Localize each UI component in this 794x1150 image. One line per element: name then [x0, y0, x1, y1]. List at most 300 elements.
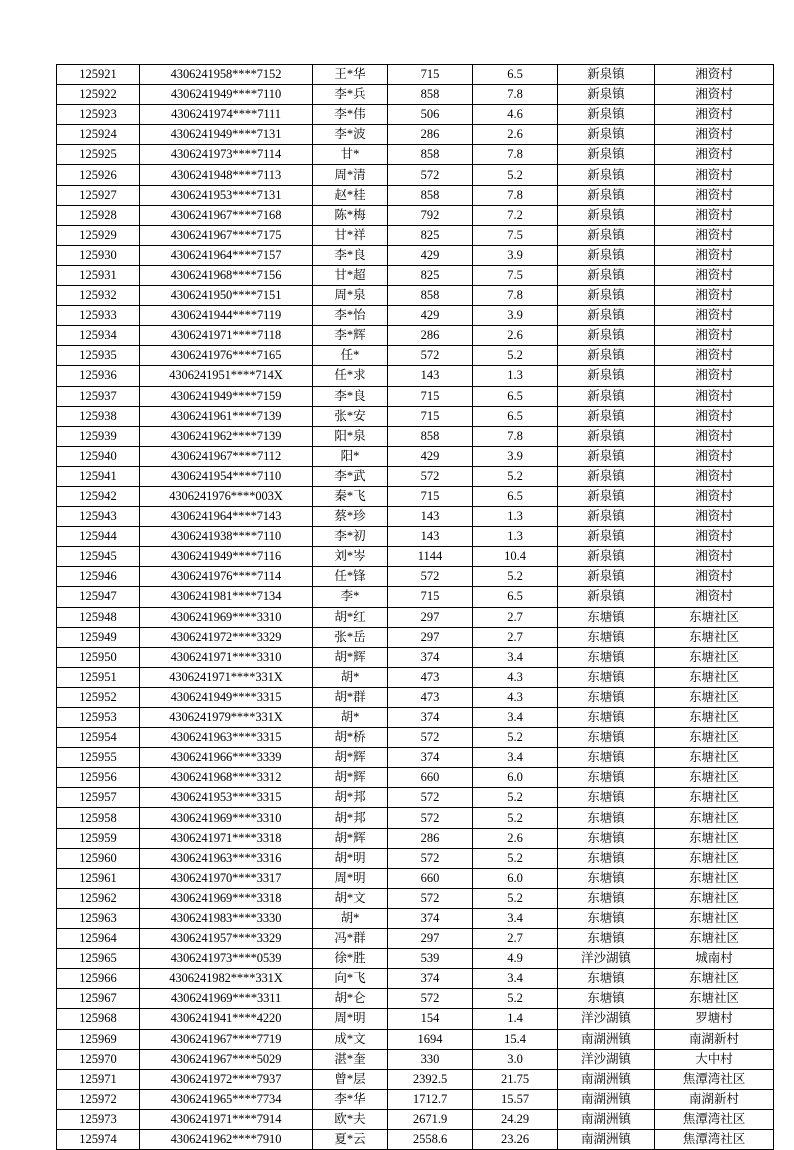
cell-id: 4306241949****7131: [140, 125, 313, 145]
table-row: [57, 1009, 774, 1029]
cell-amount: 572: [388, 728, 473, 748]
cell-village: 湘资村: [655, 85, 774, 105]
cell-village: 东塘社区: [655, 989, 774, 1009]
cell-amount: 715: [388, 406, 473, 426]
cell-name: 刘*岑: [313, 547, 388, 567]
cell-town: 南湖洲镇: [558, 1069, 655, 1089]
cell-village: 湘资村: [655, 65, 774, 85]
cell-village: 湘资村: [655, 346, 774, 366]
cell-seq: 125924: [57, 125, 140, 145]
cell-seq: 125967: [57, 989, 140, 1009]
cell-town: 新泉镇: [558, 85, 655, 105]
cell-id: 4306241981****7134: [140, 587, 313, 607]
cell-seq: 125928: [57, 205, 140, 225]
cell-area: 7.8: [473, 185, 558, 205]
table-row: [57, 426, 774, 446]
table-row: [57, 185, 774, 205]
cell-amount: 429: [388, 446, 473, 466]
cell-village: 东塘社区: [655, 708, 774, 728]
cell-village: 东塘社区: [655, 888, 774, 908]
cell-area: 3.4: [473, 748, 558, 768]
table-row: [57, 969, 774, 989]
cell-name: 李*武: [313, 466, 388, 486]
table-row: [57, 647, 774, 667]
cell-amount: 374: [388, 647, 473, 667]
cell-village: 湘资村: [655, 426, 774, 446]
cell-area: 2.7: [473, 607, 558, 627]
cell-name: 李*华: [313, 1089, 388, 1109]
cell-amount: 2392.5: [388, 1069, 473, 1089]
cell-seq: 125950: [57, 647, 140, 667]
cell-area: 5.2: [473, 346, 558, 366]
cell-name: 胡*: [313, 708, 388, 728]
cell-name: 夏*云: [313, 1129, 388, 1149]
cell-amount: 374: [388, 908, 473, 928]
cell-seq: 125948: [57, 607, 140, 627]
cell-id: 4306241967****5029: [140, 1049, 313, 1069]
table-row: [57, 888, 774, 908]
cell-area: 1.3: [473, 366, 558, 386]
cell-amount: 572: [388, 567, 473, 587]
table-row: [57, 1029, 774, 1049]
cell-id: 4306241961****7139: [140, 406, 313, 426]
cell-seq: 125923: [57, 105, 140, 125]
cell-seq: 125921: [57, 65, 140, 85]
cell-seq: 125962: [57, 888, 140, 908]
cell-name: 周*泉: [313, 286, 388, 306]
cell-name: 任*锋: [313, 567, 388, 587]
cell-seq: 125922: [57, 85, 140, 105]
cell-name: 欧*夫: [313, 1109, 388, 1129]
cell-village: 湘资村: [655, 527, 774, 547]
cell-area: 6.0: [473, 768, 558, 788]
cell-village: 湘资村: [655, 567, 774, 587]
cell-area: 4.6: [473, 105, 558, 125]
cell-village: 湘资村: [655, 587, 774, 607]
cell-id: 4306241944****7119: [140, 306, 313, 326]
table-row: [57, 547, 774, 567]
cell-amount: 572: [388, 466, 473, 486]
cell-amount: 715: [388, 386, 473, 406]
cell-village: 东塘社区: [655, 828, 774, 848]
table-row: [57, 728, 774, 748]
cell-id: 4306241951****714X: [140, 366, 313, 386]
cell-seq: 125952: [57, 687, 140, 707]
cell-id: 4306241968****7156: [140, 265, 313, 285]
cell-amount: 539: [388, 949, 473, 969]
cell-town: 东塘镇: [558, 989, 655, 1009]
cell-seq: 125936: [57, 366, 140, 386]
cell-village: 东塘社区: [655, 667, 774, 687]
cell-name: 张*安: [313, 406, 388, 426]
cell-area: 2.7: [473, 929, 558, 949]
cell-area: 3.9: [473, 306, 558, 326]
cell-seq: 125965: [57, 949, 140, 969]
cell-name: 周*明: [313, 868, 388, 888]
cell-id: 4306241969****3310: [140, 607, 313, 627]
cell-village: 城南村: [655, 949, 774, 969]
table-row: [57, 808, 774, 828]
cell-town: 东塘镇: [558, 728, 655, 748]
cell-id: 4306241967****7168: [140, 205, 313, 225]
cell-id: 4306241973****7114: [140, 145, 313, 165]
cell-amount: 374: [388, 748, 473, 768]
table-row: [57, 346, 774, 366]
cell-id: 4306241941****4220: [140, 1009, 313, 1029]
cell-seq: 125960: [57, 848, 140, 868]
table-row: [57, 486, 774, 506]
cell-town: 东塘镇: [558, 708, 655, 728]
cell-seq: 125930: [57, 245, 140, 265]
table-row: [57, 65, 774, 85]
cell-seq: 125938: [57, 406, 140, 426]
cell-id: 4306241972****3329: [140, 627, 313, 647]
cell-name: 李*良: [313, 386, 388, 406]
cell-village: 东塘社区: [655, 848, 774, 868]
cell-town: 东塘镇: [558, 929, 655, 949]
cell-village: 湘资村: [655, 245, 774, 265]
cell-village: 湘资村: [655, 386, 774, 406]
cell-id: 4306241950****7151: [140, 286, 313, 306]
cell-town: 洋沙湖镇: [558, 1009, 655, 1029]
cell-amount: 429: [388, 245, 473, 265]
cell-name: 徐*胜: [313, 949, 388, 969]
cell-area: 4.3: [473, 667, 558, 687]
cell-town: 南湖洲镇: [558, 1029, 655, 1049]
cell-village: 湘资村: [655, 286, 774, 306]
cell-seq: 125947: [57, 587, 140, 607]
cell-amount: 572: [388, 888, 473, 908]
cell-village: 湘资村: [655, 406, 774, 426]
cell-town: 洋沙湖镇: [558, 949, 655, 969]
table-row: [57, 406, 774, 426]
cell-amount: 297: [388, 929, 473, 949]
cell-seq: 125946: [57, 567, 140, 587]
cell-seq: 125939: [57, 426, 140, 446]
cell-town: 东塘镇: [558, 667, 655, 687]
cell-town: 新泉镇: [558, 125, 655, 145]
cell-town: 南湖洲镇: [558, 1129, 655, 1149]
cell-area: 15.4: [473, 1029, 558, 1049]
cell-area: 7.8: [473, 85, 558, 105]
cell-name: 李*波: [313, 125, 388, 145]
cell-town: 东塘镇: [558, 848, 655, 868]
cell-amount: 2671.9: [388, 1109, 473, 1129]
table-row: [57, 908, 774, 928]
cell-amount: 473: [388, 687, 473, 707]
table-row: [57, 145, 774, 165]
cell-id: 4306241962****7910: [140, 1129, 313, 1149]
cell-id: 4306241979****331X: [140, 708, 313, 728]
cell-amount: 858: [388, 85, 473, 105]
table-row: [57, 768, 774, 788]
cell-village: 湘资村: [655, 326, 774, 346]
cell-id: 4306241963****3316: [140, 848, 313, 868]
cell-town: 东塘镇: [558, 627, 655, 647]
cell-town: 新泉镇: [558, 185, 655, 205]
cell-amount: 1712.7: [388, 1089, 473, 1109]
table-row: [57, 326, 774, 346]
cell-amount: 143: [388, 507, 473, 527]
cell-area: 3.4: [473, 647, 558, 667]
cell-area: 6.0: [473, 868, 558, 888]
cell-town: 新泉镇: [558, 326, 655, 346]
cell-town: 东塘镇: [558, 647, 655, 667]
cell-id: 4306241958****7152: [140, 65, 313, 85]
cell-seq: 125927: [57, 185, 140, 205]
cell-name: 周*明: [313, 1009, 388, 1029]
cell-id: 4306241982****331X: [140, 969, 313, 989]
table-row: [57, 989, 774, 1009]
cell-area: 7.5: [473, 225, 558, 245]
cell-amount: 858: [388, 145, 473, 165]
cell-name: 李*良: [313, 245, 388, 265]
cell-name: 秦*飞: [313, 486, 388, 506]
cell-town: 东塘镇: [558, 808, 655, 828]
cell-id: 4306241953****3315: [140, 788, 313, 808]
cell-area: 5.2: [473, 989, 558, 1009]
cell-village: 湘资村: [655, 185, 774, 205]
cell-area: 5.2: [473, 728, 558, 748]
cell-town: 新泉镇: [558, 587, 655, 607]
cell-amount: 572: [388, 989, 473, 1009]
cell-id: 4306241969****3311: [140, 989, 313, 1009]
cell-id: 4306241972****7937: [140, 1069, 313, 1089]
table-row: [57, 1049, 774, 1069]
cell-town: 新泉镇: [558, 386, 655, 406]
table-row: [57, 687, 774, 707]
cell-id: 4306241948****7113: [140, 165, 313, 185]
cell-seq: 125964: [57, 929, 140, 949]
table-row: [57, 466, 774, 486]
cell-amount: 572: [388, 848, 473, 868]
cell-area: 23.26: [473, 1129, 558, 1149]
table-row: [57, 828, 774, 848]
cell-seq: 125937: [57, 386, 140, 406]
cell-amount: 660: [388, 768, 473, 788]
cell-area: 3.4: [473, 708, 558, 728]
cell-amount: 858: [388, 426, 473, 446]
cell-id: 4306241983****3330: [140, 908, 313, 928]
table-row: [57, 949, 774, 969]
cell-village: 湘资村: [655, 265, 774, 285]
cell-village: 东塘社区: [655, 808, 774, 828]
cell-town: 东塘镇: [558, 607, 655, 627]
cell-amount: 572: [388, 165, 473, 185]
cell-town: 东塘镇: [558, 969, 655, 989]
cell-amount: 473: [388, 667, 473, 687]
cell-area: 24.29: [473, 1109, 558, 1129]
cell-village: 焦潭湾社区: [655, 1129, 774, 1149]
cell-name: 湛*奎: [313, 1049, 388, 1069]
table-row: [57, 567, 774, 587]
table-row: [57, 667, 774, 687]
cell-id: 4306241971****3318: [140, 828, 313, 848]
cell-village: 南湖新村: [655, 1029, 774, 1049]
cell-village: 湘资村: [655, 165, 774, 185]
cell-area: 4.9: [473, 949, 558, 969]
cell-town: 新泉镇: [558, 65, 655, 85]
cell-town: 东塘镇: [558, 748, 655, 768]
cell-name: 赵*桂: [313, 185, 388, 205]
cell-area: 3.9: [473, 446, 558, 466]
cell-amount: 572: [388, 346, 473, 366]
cell-village: 罗塘村: [655, 1009, 774, 1029]
cell-id: 4306241971****331X: [140, 667, 313, 687]
cell-town: 新泉镇: [558, 466, 655, 486]
cell-village: 东塘社区: [655, 647, 774, 667]
beneficiary-table: [56, 64, 774, 1150]
table-row: [57, 165, 774, 185]
cell-town: 新泉镇: [558, 486, 655, 506]
cell-name: 成*文: [313, 1029, 388, 1049]
cell-name: 李*怡: [313, 306, 388, 326]
cell-amount: 286: [388, 828, 473, 848]
cell-area: 6.5: [473, 386, 558, 406]
cell-area: 2.6: [473, 828, 558, 848]
table-row: [57, 868, 774, 888]
cell-village: 湘资村: [655, 466, 774, 486]
cell-village: 东塘社区: [655, 908, 774, 928]
cell-village: 湘资村: [655, 486, 774, 506]
cell-seq: 125945: [57, 547, 140, 567]
cell-name: 冯*群: [313, 929, 388, 949]
cell-area: 5.2: [473, 466, 558, 486]
table-row: [57, 306, 774, 326]
cell-id: 4306241964****7143: [140, 507, 313, 527]
cell-amount: 715: [388, 486, 473, 506]
cell-village: 东塘社区: [655, 768, 774, 788]
table-row: [57, 125, 774, 145]
cell-name: 胡*明: [313, 848, 388, 868]
cell-area: 7.8: [473, 286, 558, 306]
cell-area: 6.5: [473, 486, 558, 506]
cell-village: 湘资村: [655, 547, 774, 567]
cell-seq: 125931: [57, 265, 140, 285]
cell-amount: 374: [388, 969, 473, 989]
cell-name: 蔡*珍: [313, 507, 388, 527]
table-row: [57, 105, 774, 125]
cell-town: 东塘镇: [558, 908, 655, 928]
cell-id: 4306241969****3318: [140, 888, 313, 908]
cell-id: 4306241976****7165: [140, 346, 313, 366]
cell-name: 胡*文: [313, 888, 388, 908]
cell-seq: 125953: [57, 708, 140, 728]
cell-village: 东塘社区: [655, 687, 774, 707]
cell-area: 6.5: [473, 406, 558, 426]
cell-id: 4306241954****7110: [140, 466, 313, 486]
cell-village: 东塘社区: [655, 728, 774, 748]
cell-town: 新泉镇: [558, 366, 655, 386]
cell-seq: 125951: [57, 667, 140, 687]
cell-town: 东塘镇: [558, 828, 655, 848]
cell-area: 21.75: [473, 1069, 558, 1089]
cell-town: 新泉镇: [558, 346, 655, 366]
cell-seq: 125958: [57, 808, 140, 828]
cell-id: 4306241949****7116: [140, 547, 313, 567]
cell-seq: 125941: [57, 466, 140, 486]
cell-seq: 125956: [57, 768, 140, 788]
cell-id: 4306241949****7110: [140, 85, 313, 105]
cell-name: 胡*: [313, 667, 388, 687]
cell-village: 东塘社区: [655, 627, 774, 647]
cell-id: 4306241967****7719: [140, 1029, 313, 1049]
cell-name: 胡*红: [313, 607, 388, 627]
cell-amount: 154: [388, 1009, 473, 1029]
cell-village: 湘资村: [655, 306, 774, 326]
cell-area: 15.57: [473, 1089, 558, 1109]
cell-name: 胡*群: [313, 687, 388, 707]
cell-amount: 297: [388, 607, 473, 627]
cell-village: 东塘社区: [655, 929, 774, 949]
cell-town: 东塘镇: [558, 768, 655, 788]
table-row: [57, 788, 774, 808]
table-row: [57, 366, 774, 386]
cell-seq: 125926: [57, 165, 140, 185]
cell-name: 李*辉: [313, 326, 388, 346]
cell-amount: 792: [388, 205, 473, 225]
cell-town: 南湖洲镇: [558, 1089, 655, 1109]
cell-area: 3.4: [473, 908, 558, 928]
table-row: [57, 1129, 774, 1149]
cell-area: 3.9: [473, 245, 558, 265]
cell-seq: 125968: [57, 1009, 140, 1029]
cell-id: 4306241974****7111: [140, 105, 313, 125]
cell-seq: 125943: [57, 507, 140, 527]
cell-seq: 125966: [57, 969, 140, 989]
cell-town: 洋沙湖镇: [558, 1049, 655, 1069]
cell-name: 胡*辉: [313, 647, 388, 667]
table-row: [57, 1109, 774, 1129]
cell-area: 2.6: [473, 326, 558, 346]
cell-village: 东塘社区: [655, 607, 774, 627]
cell-seq: 125944: [57, 527, 140, 547]
cell-area: 2.7: [473, 627, 558, 647]
cell-amount: 572: [388, 808, 473, 828]
cell-seq: 125934: [57, 326, 140, 346]
cell-name: 任*: [313, 346, 388, 366]
cell-seq: 125957: [57, 788, 140, 808]
cell-seq: 125973: [57, 1109, 140, 1129]
cell-village: 湘资村: [655, 125, 774, 145]
cell-name: 胡*邦: [313, 808, 388, 828]
table-row: [57, 627, 774, 647]
cell-id: 4306241970****3317: [140, 868, 313, 888]
cell-name: 胡*桥: [313, 728, 388, 748]
cell-town: 新泉镇: [558, 245, 655, 265]
cell-id: 4306241967****7112: [140, 446, 313, 466]
cell-town: 新泉镇: [558, 165, 655, 185]
cell-amount: 330: [388, 1049, 473, 1069]
cell-town: 新泉镇: [558, 105, 655, 125]
cell-amount: 374: [388, 708, 473, 728]
table-row: [57, 386, 774, 406]
table-row: [57, 205, 774, 225]
cell-name: 张*岳: [313, 627, 388, 647]
cell-amount: 2558.6: [388, 1129, 473, 1149]
cell-seq: 125974: [57, 1129, 140, 1149]
cell-village: 东塘社区: [655, 868, 774, 888]
cell-seq: 125932: [57, 286, 140, 306]
table-row: [57, 848, 774, 868]
cell-village: 湘资村: [655, 225, 774, 245]
cell-area: 10.4: [473, 547, 558, 567]
cell-id: 4306241971****7914: [140, 1109, 313, 1129]
cell-village: 焦潭湾社区: [655, 1069, 774, 1089]
cell-id: 4306241973****0539: [140, 949, 313, 969]
cell-seq: 125959: [57, 828, 140, 848]
cell-village: 东塘社区: [655, 969, 774, 989]
